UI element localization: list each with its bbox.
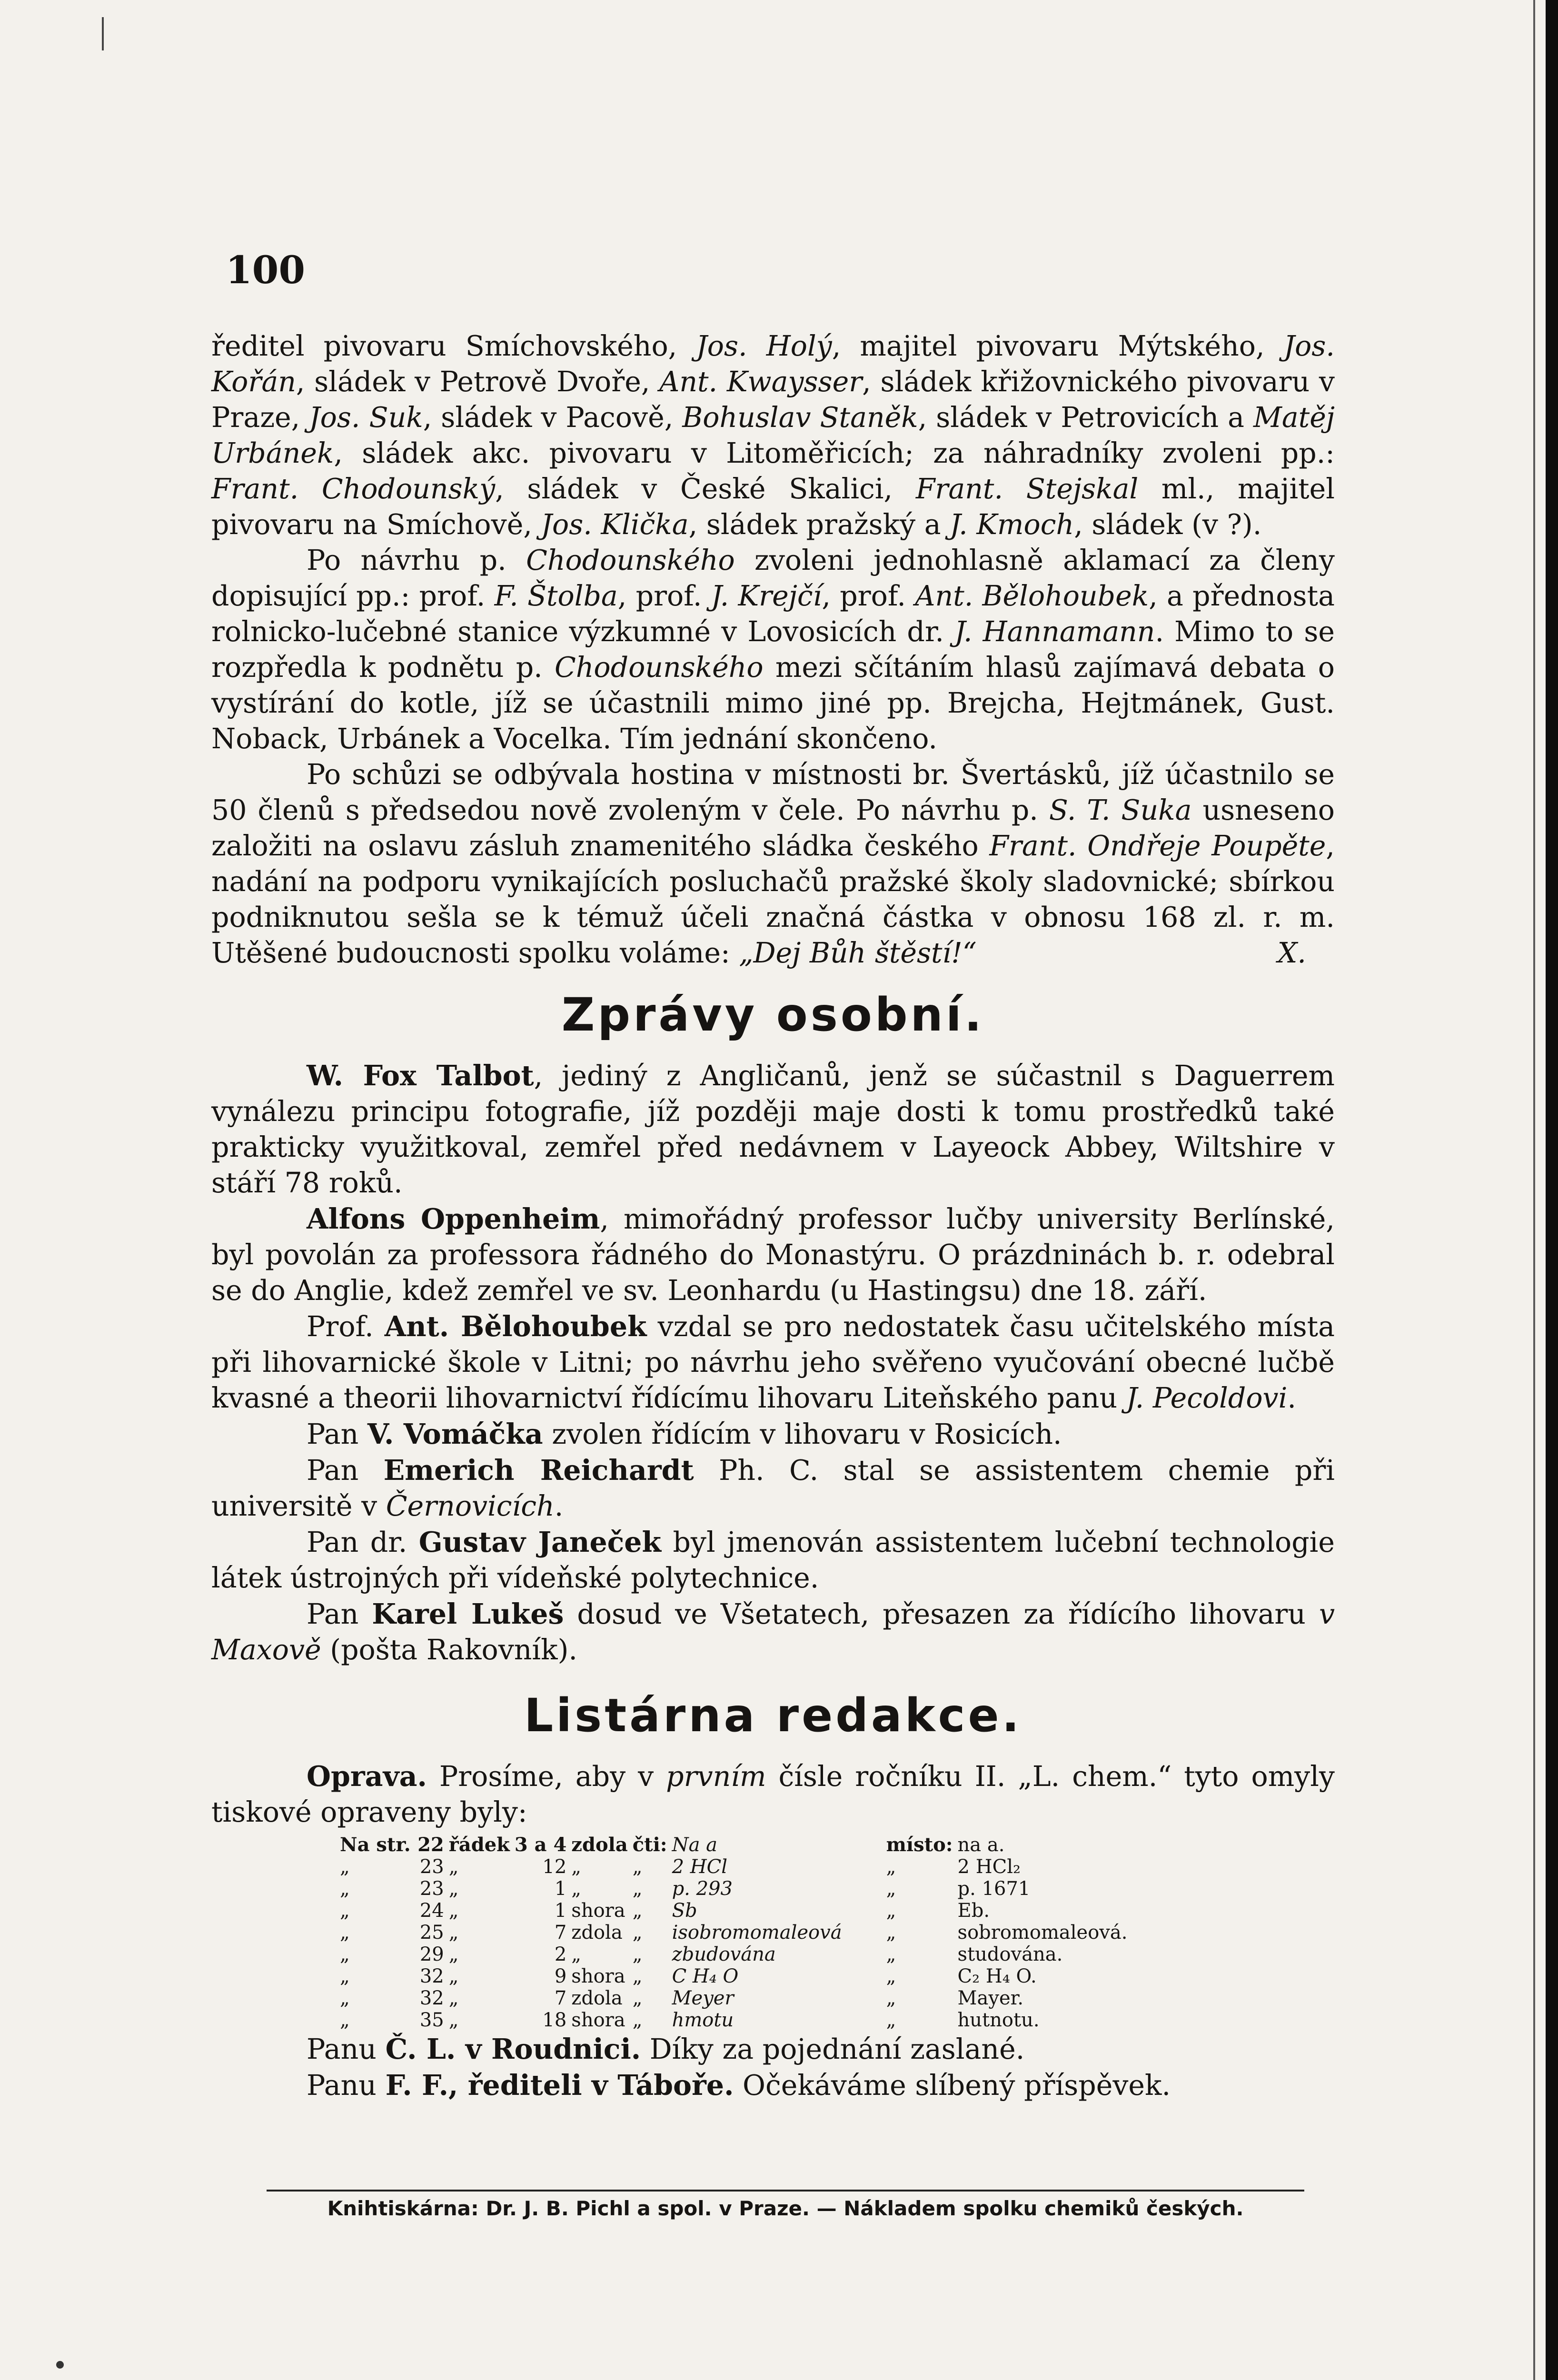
text: (pošta Rakovník). xyxy=(321,1634,577,1666)
text: . xyxy=(1287,1382,1296,1414)
errata-row xyxy=(340,2009,1162,2031)
errata-cell: „ xyxy=(448,1987,459,2009)
reply-item xyxy=(211,2031,1335,2067)
errata-cell: „ xyxy=(886,1878,896,1900)
cell: řádek xyxy=(448,1834,510,1856)
errata-cell: 7 xyxy=(554,1987,567,2009)
person-name: Bohuslav Staněk xyxy=(682,401,918,434)
text: , sládek v Petrovicích a xyxy=(918,401,1253,434)
text: zvolen řídícím v lihovaru v Rosicích. xyxy=(543,1418,1062,1450)
person-name: W. Fox Talbot xyxy=(307,1059,534,1092)
person-name: F. Štolba xyxy=(494,580,618,612)
place-name: Černovicích xyxy=(386,1490,555,1522)
errata-cell: „ xyxy=(632,1878,643,1900)
errata-cell: „ xyxy=(448,2009,459,2031)
errata-cell: zbudována xyxy=(672,1944,776,1965)
errata-cell: 32 xyxy=(419,1965,444,1987)
errata-cell: C₂ H₄ O. xyxy=(957,1965,1037,1987)
errata-cell: „ xyxy=(340,1922,350,1944)
errata-cell: 1 xyxy=(554,1900,567,1922)
text: Pan xyxy=(307,1454,384,1487)
page-number: 100 xyxy=(226,248,305,292)
person-name: S. T. Suka xyxy=(1049,794,1192,826)
personal-item xyxy=(211,1309,1335,1416)
person-name: Alfons Oppenheim xyxy=(307,1202,600,1235)
text: . xyxy=(554,1490,564,1522)
errata-cell: „ xyxy=(886,1900,896,1922)
continuation-paragraph xyxy=(211,328,1335,543)
errata-row xyxy=(340,1922,1162,1944)
paragraph-banquet xyxy=(211,757,1335,971)
errata-cell: „ xyxy=(571,1944,582,1965)
text: , jediný z Angličanů, jenž se súčastnil s Daguerrem vynálezu principu fotografie, jíž později maje dosti k tomu prostředků také prakticky využitkoval, zemřel před nedávnem v Layeock Abbey, Wiltshire v stáří 78 roků. xyxy=(211,1060,1335,1199)
text: Díky za pojednání zaslané. xyxy=(641,2033,1025,2065)
errata-cell: 29 xyxy=(419,1944,444,1965)
errata-row xyxy=(340,1900,1162,1922)
personal-item xyxy=(211,1452,1335,1524)
text: Prof. xyxy=(307,1310,385,1343)
imprint-footer: Knihtiskárna: Dr. J. B. Pichl a spol. v Praze. — Nákladem spolku chemiků českých. xyxy=(327,2197,1244,2220)
margin-dot xyxy=(56,2361,64,2369)
text: Panu xyxy=(307,2069,386,2102)
errata-row xyxy=(340,1856,1162,1878)
text: Pan dr. xyxy=(307,1526,419,1558)
errata-cell: „ xyxy=(886,1922,896,1944)
errata-cell: Mayer. xyxy=(957,1987,1024,2009)
recipient: F. F., řediteli v Táboře. xyxy=(385,2069,734,2102)
text: Pan xyxy=(307,1598,372,1630)
errata-cell: „ xyxy=(340,1878,350,1900)
cell: Na a xyxy=(672,1834,717,1856)
errata-intro xyxy=(211,1758,1335,1830)
person-name: J. Krejčí xyxy=(711,580,822,612)
person-name: V. Vomáčka xyxy=(367,1418,543,1450)
text: , nadání na podporu vynikajících posluchačů pražské školy sladovnické; sbírkou podniknutou sešla se k témuž účeli značná částka v obnosu 168 zl. r. m. Utěšené budoucnosti spolku voláme: xyxy=(211,830,1335,969)
page-edge-line xyxy=(1533,0,1535,2380)
person-name: J. Hannamann xyxy=(954,615,1155,648)
text: , sládek pražský a xyxy=(688,508,950,541)
errata-row xyxy=(340,1878,1162,1900)
errata-cell: „ xyxy=(632,2009,643,2031)
errata-cell: „ xyxy=(340,1856,350,1878)
personal-item xyxy=(211,1201,1335,1309)
errata-cell: „ xyxy=(632,1987,643,2009)
errata-cell: „ xyxy=(340,1944,350,1965)
errata-cell: „ xyxy=(448,1900,459,1922)
person-name: Jos. Kořán xyxy=(211,330,1335,398)
person-name: Chodounského xyxy=(554,651,764,684)
errata-cell: 12 xyxy=(542,1856,567,1878)
text: byl jmenován assistentem lučební technologie látek ústrojných při vídeňské polytechnice. xyxy=(211,1526,1335,1594)
errata-cell: C H₄ O xyxy=(672,1965,739,1987)
errata-cell: shora xyxy=(571,1900,625,1922)
personal-item xyxy=(211,1524,1335,1596)
errata-cell: 23 xyxy=(419,1878,444,1900)
errata-cell: Sb xyxy=(672,1900,697,1922)
text: prvním xyxy=(666,1760,766,1793)
errata-cell: shora xyxy=(571,2009,625,2031)
errata-cell: 24 xyxy=(419,1900,444,1922)
personal-item xyxy=(211,1058,1335,1201)
errata-cell: „ xyxy=(632,1965,643,1987)
person-name: Chodounského xyxy=(526,544,735,576)
text: ředitel pivovaru Smíchovského, xyxy=(211,330,696,362)
errata-cell: 9 xyxy=(554,1965,567,1987)
errata-cell: zdola xyxy=(571,1922,623,1944)
errata-cell: „ xyxy=(448,1856,459,1878)
recipient: Č. L. v Roudnici. xyxy=(385,2033,641,2065)
text: , prof. xyxy=(822,580,915,612)
text: ml., majitel pivovaru na Smíchově, xyxy=(211,473,1335,541)
cell: zdola xyxy=(571,1834,628,1856)
person-name: Ant. Kwaysser xyxy=(659,366,863,398)
page-content xyxy=(211,328,1335,2103)
errata-table xyxy=(340,1834,1162,2031)
errata-cell: „ xyxy=(340,1965,350,1987)
errata-cell: 32 xyxy=(419,1987,444,2009)
person-name: Jos. Suk xyxy=(309,401,423,434)
errata-cell: „ xyxy=(571,1856,582,1878)
text: , sládek v Pacově, xyxy=(423,401,683,434)
text: dosud ve Všetatech, přesazen za řídícího lihovaru xyxy=(564,1598,1319,1630)
cell: 22 xyxy=(417,1834,444,1856)
text: mezi sčítáním hlasů zajímavá debata o vystírání do kotle, jíž se účastnili mimo jiné pp. Brejcha, Hejtmánek, Gust. Noback, Urbánek a Vocelka. Tím jednání skončeno. xyxy=(211,651,1335,755)
errata-cell: „ xyxy=(886,1944,896,1965)
errata-cell: 2 HCl₂ xyxy=(957,1856,1021,1878)
heading-personal-news: Zprávy osobní. xyxy=(561,988,985,1041)
page-edge-shadow xyxy=(1546,0,1558,2380)
errata-cell: 2 xyxy=(554,1944,567,1965)
cell: místo: xyxy=(886,1834,953,1856)
text: , a přednosta rolnicko-lučebné stanice výzkumné v Lovosicích dr. xyxy=(211,580,1335,648)
errata-cell: „ xyxy=(632,1856,643,1878)
text: usneseno založiti na oslavu zásluh znamenitého sládka českého xyxy=(211,794,1335,862)
text: , majitel pivovaru Mýtského, xyxy=(832,330,1284,362)
errata-cell: „ xyxy=(571,1878,582,1900)
errata-row xyxy=(340,1987,1162,2009)
person-name: Ant. Bělohoubek xyxy=(915,580,1149,612)
errata-cell: „ xyxy=(886,2009,896,2031)
cell: Na str. xyxy=(340,1834,411,1856)
text: Očekáváme slíbený příspěvek. xyxy=(734,2069,1171,2102)
text: Panu xyxy=(307,2033,386,2065)
errata-cell: 35 xyxy=(419,2009,444,2031)
paragraph-members xyxy=(211,543,1335,757)
personal-item xyxy=(211,1596,1335,1668)
person-name: Gustav Janeček xyxy=(418,1526,662,1558)
errata-header-row xyxy=(340,1834,1162,1856)
errata-cell: „ xyxy=(886,1965,896,1987)
corner-mark xyxy=(102,17,120,50)
errata-cell: „ xyxy=(632,1922,643,1944)
text: Pan xyxy=(307,1418,367,1450)
errata-cell: hmotu xyxy=(672,2009,734,2031)
errata-label: Oprava. xyxy=(307,1760,427,1793)
errata-cell: 18 xyxy=(542,2009,567,2031)
errata-cell: sobromomaleová. xyxy=(957,1922,1128,1944)
text: vzdal se pro nedostatek času učitelského místa při lihovarnické škole v Litni; po návrhu jeho svěřeno vyučování obecné lučbě kvasné a theorii lihovarnictví řídícímu lihovaru Liteňského panu xyxy=(211,1310,1335,1414)
cell: na a. xyxy=(957,1834,1005,1856)
person-name: J. Pecoldovi xyxy=(1126,1382,1288,1414)
errata-cell: 2 HCl xyxy=(672,1856,728,1878)
toast: „Dej Bůh štěstí!“ xyxy=(739,937,977,969)
errata-cell: „ xyxy=(886,1856,896,1878)
errata-cell: „ xyxy=(448,1944,459,1965)
person-name: Frant. Ondřeje Poupěte xyxy=(989,830,1326,862)
text: Prosíme, aby v xyxy=(427,1760,666,1793)
errata-cell: 23 xyxy=(419,1856,444,1878)
text: Ph. C. stal se assistentem chemie při universitě v xyxy=(211,1454,1335,1522)
text: , sládek křižovnického pivovaru v Praze, xyxy=(211,366,1335,434)
text: , sládek v České Skalici, xyxy=(495,473,916,505)
errata-cell: shora xyxy=(571,1965,625,1987)
cell: čti: xyxy=(632,1834,667,1856)
errata-cell: 25 xyxy=(419,1922,444,1944)
person-name: Emerich Reichardt xyxy=(383,1454,694,1487)
person-name: Matěj Urbánek xyxy=(211,401,1335,469)
person-name: Jos. Klička xyxy=(541,508,689,541)
text: , sládek (v ?). xyxy=(1074,508,1262,541)
errata-cell: Eb. xyxy=(957,1900,990,1922)
errata-cell: „ xyxy=(340,1900,350,1922)
place-name: v Maxově xyxy=(211,1598,1335,1666)
errata-cell: 7 xyxy=(554,1922,567,1944)
text: , prof. xyxy=(617,580,711,612)
errata-cell: „ xyxy=(448,1965,459,1987)
errata-cell: p. 1671 xyxy=(957,1878,1031,1900)
footer-rule xyxy=(267,2190,1304,2192)
person-name: Karel Lukeš xyxy=(372,1597,564,1630)
errata-cell: „ xyxy=(632,1900,643,1922)
errata-cell: „ xyxy=(886,1987,896,2009)
errata-cell: „ xyxy=(632,1944,643,1965)
errata-row xyxy=(340,1965,1162,1987)
errata-cell: studována. xyxy=(957,1944,1063,1965)
personal-item xyxy=(211,1416,1335,1452)
author-signature: X. xyxy=(1277,937,1306,969)
reply-item xyxy=(211,2067,1335,2103)
text: čísle ročníku II. „L. chem.“ tyto omyly tiskové opraveny byly: xyxy=(211,1760,1335,1828)
errata-cell: 1 xyxy=(554,1878,567,1900)
errata-cell: „ xyxy=(448,1878,459,1900)
errata-row xyxy=(340,1944,1162,1965)
text: Po návrhu p. xyxy=(307,544,526,576)
heading-editorial-letters: Listárna redakce. xyxy=(524,1689,1022,1742)
errata-cell: Meyer xyxy=(672,1987,734,2009)
person-name: Frant. Stejskal xyxy=(915,473,1139,505)
errata-cell: isobromomaleová xyxy=(672,1922,842,1944)
errata-cell: p. 293 xyxy=(672,1878,733,1900)
text: Po schůzi se odbývala hostina v místnosti br. Švertásků, jíž účastnilo se 50 členů s předsedou nově zvoleným v čele. Po návrhu p. xyxy=(211,758,1335,826)
errata-cell: „ xyxy=(448,1922,459,1944)
text: , mimořádný professor lučby university Berlínské, byl povolán za professora řádného do Monastýru. O prázdninách b. r. odebral se do Anglie, kdež zemřel ve sv. Leonhardu (u Hastingsu) dne 18. září. xyxy=(211,1203,1335,1307)
cell: 3 a 4 xyxy=(514,1834,567,1856)
person-name: Ant. Bělohoubek xyxy=(384,1310,647,1343)
person-name: Frant. Chodounský xyxy=(211,473,496,505)
text: , sládek v Petrově Dvoře, xyxy=(296,366,660,398)
errata-cell: „ xyxy=(340,2009,350,2031)
text: , sládek akc. pivovaru v Litoměřicích; za náhradníky zvoleni pp.: xyxy=(334,437,1335,469)
person-name: Jos. Holý xyxy=(696,330,832,362)
person-name: J. Kmoch xyxy=(950,508,1074,541)
errata-cell: hutnotu. xyxy=(957,2009,1040,2031)
errata-cell: zdola xyxy=(571,1987,623,2009)
text: . Mimo to se rozpředla k podnětu p. xyxy=(211,615,1335,684)
errata-cell: „ xyxy=(340,1987,350,2009)
text: zvoleni jednohlasně aklamací za členy dopisující pp.: prof. xyxy=(211,544,1335,612)
